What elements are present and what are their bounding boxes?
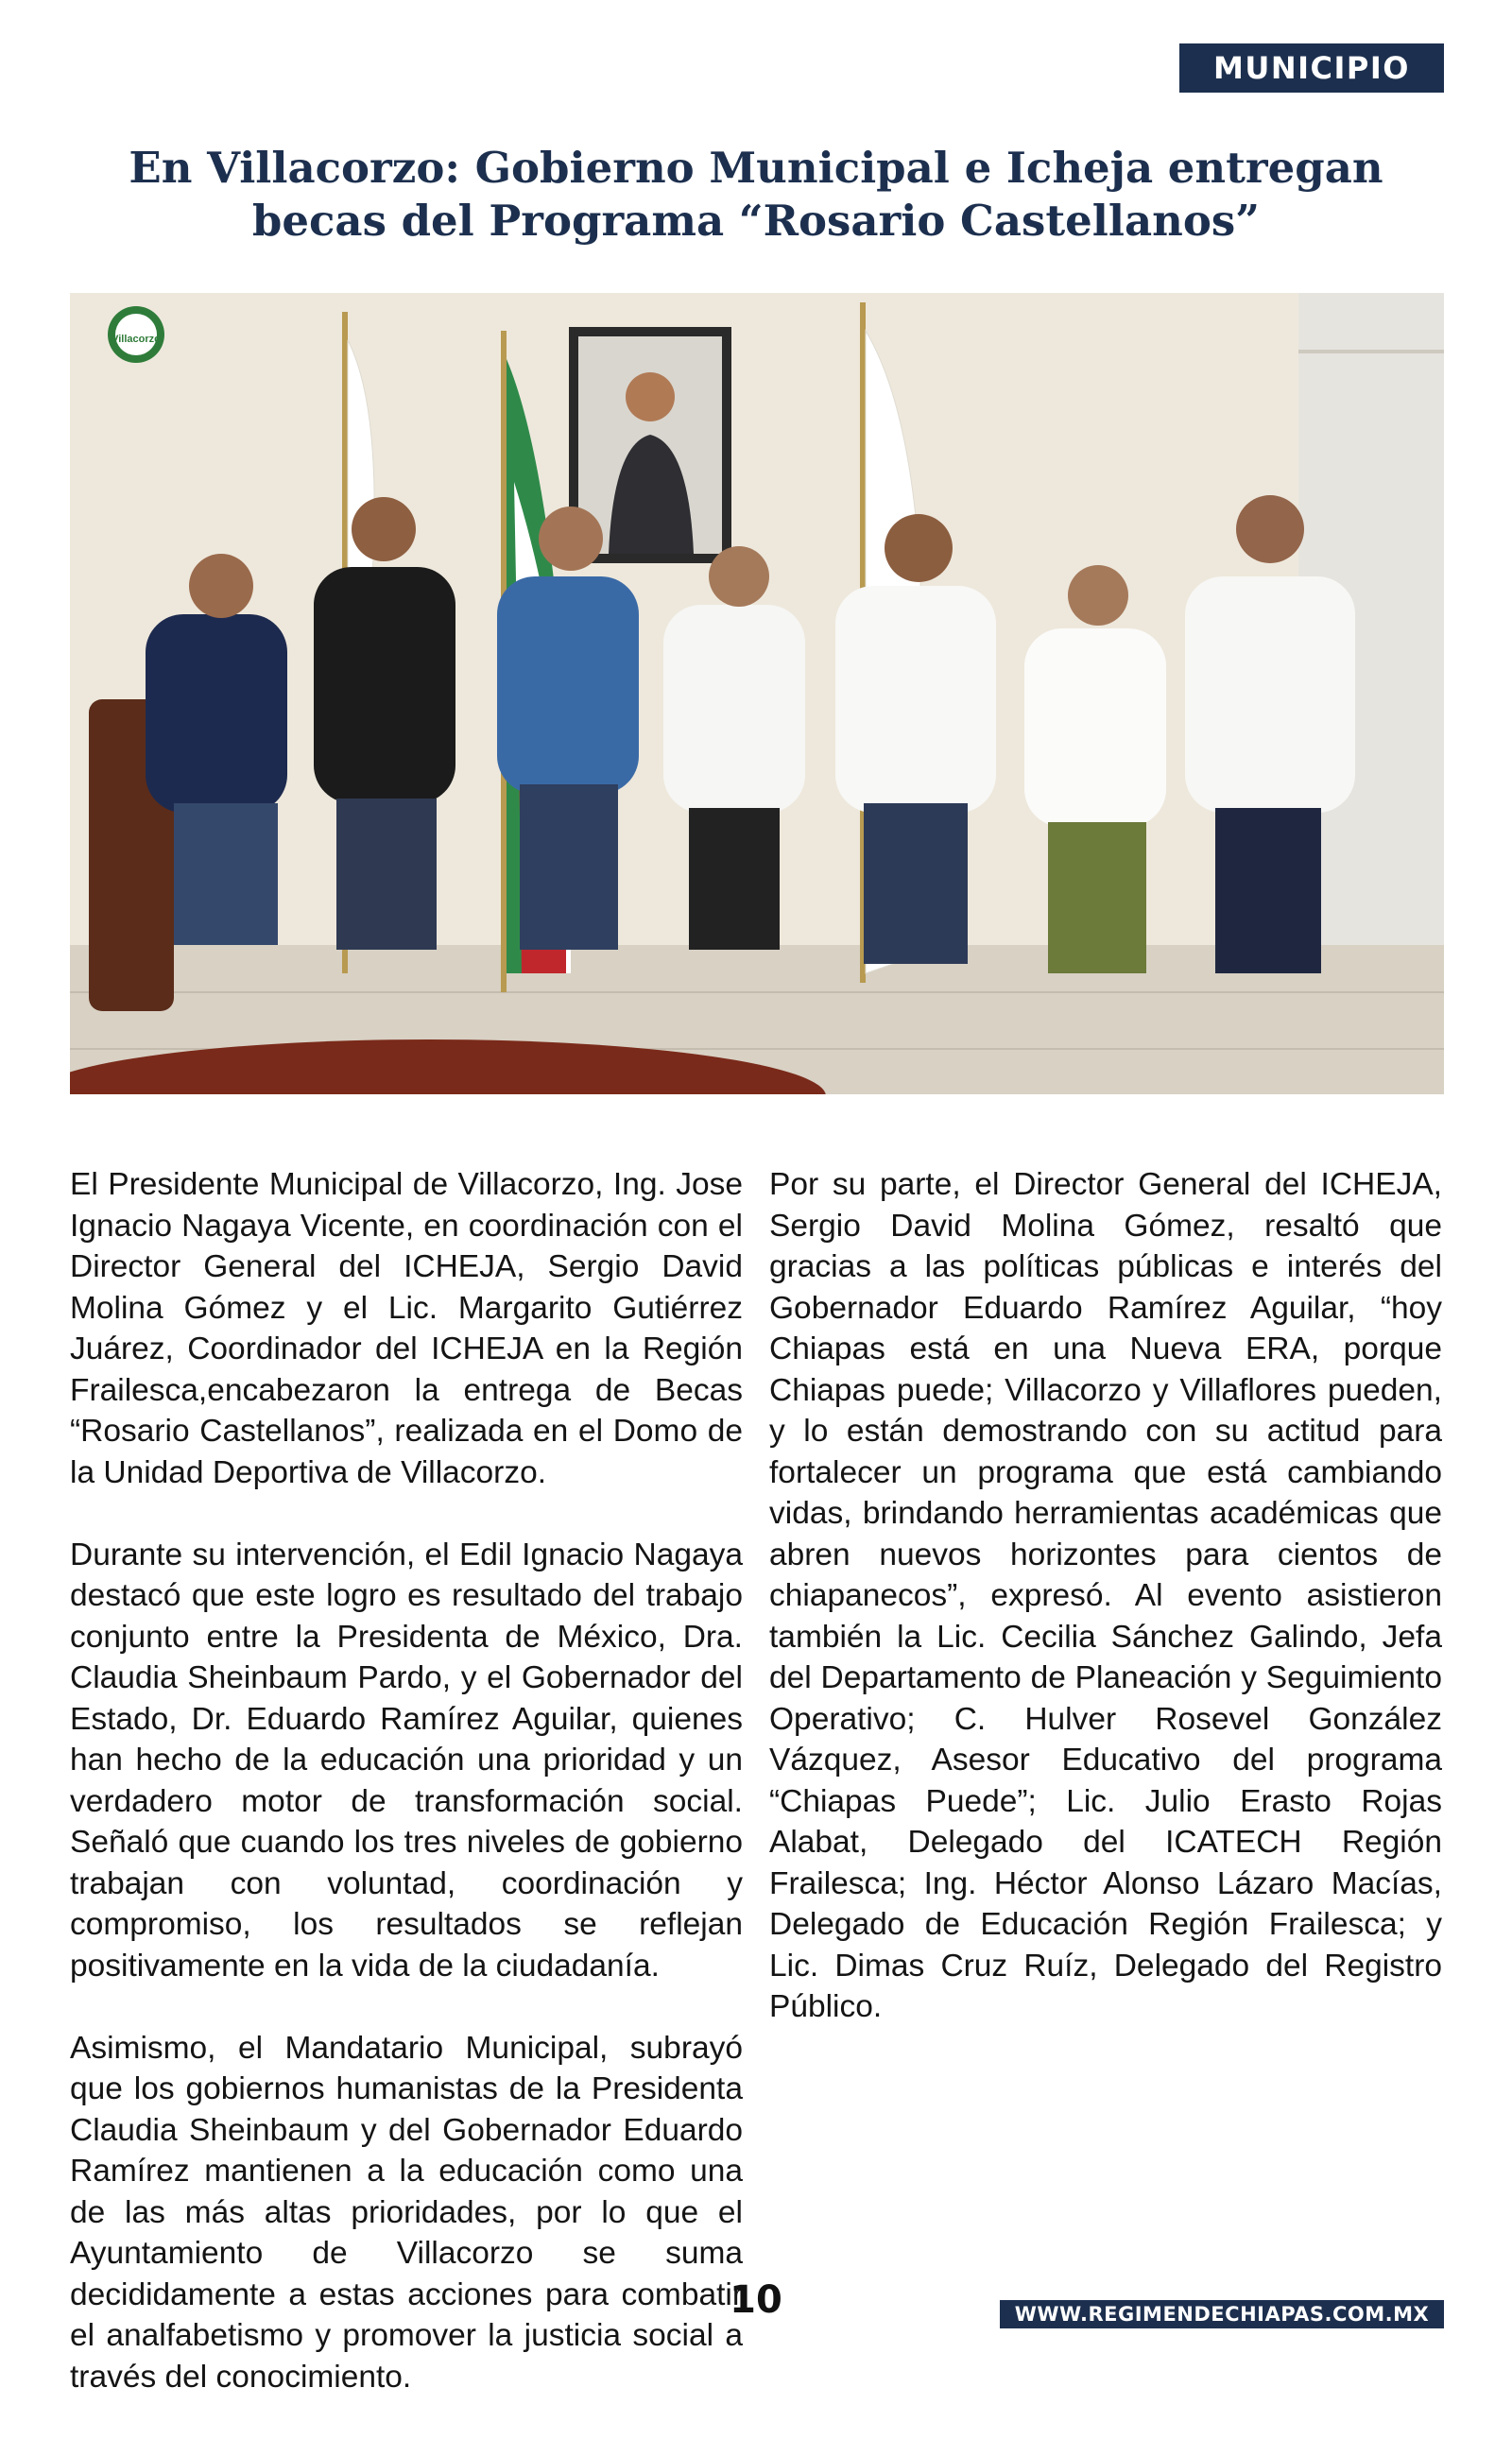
article-headline: En Villacorzo: Gobierno Municipal e Icheja entregan becas del Programa “Rosario Castellanos”	[129, 143, 1383, 246]
article-paragraph-3: Asimismo, el Mandatario Municipal, subrayó que los gobiernos humanistas de la Presidenta Claudia Sheinbaum y del Gobernador Eduardo Ramírez mantienen a la educación como una de las más altas prioridades, por lo que el Ayuntamiento de Villacorzo se suma decididamente a estas acciones para combatir el analfabetismo y promover la justicia social a través del conocimiento.	[70, 2030, 743, 2395]
article-column-left	[70, 1164, 743, 2439]
photo-logo-text: Villacorzo	[112, 334, 161, 345]
website-url[interactable]: WWW.REGIMENDECHIAPAS.COM.MX	[1000, 2300, 1444, 2328]
section-tag: MUNICIPIO	[1179, 43, 1444, 93]
article-paragraph-2: Durante su intervención, el Edil Ignacio Nagaya destacó que este logro es resultado del trabajo conjunto entre la Presidenta de México, Dra. Claudia Sheinbaum Pardo, y el Gobernador del Estado, Dr. Eduardo Ramírez Aguilar, quienes han hecho de la educación una prioridad y un verdadero motor de transformación social. Señaló que cuando los tres niveles de gobierno trabajan con voluntad, coordinación y compromiso, los resultados se reflejan positivamente en la vida de la ciudadanía.	[70, 1537, 743, 1984]
article-paragraph-1: El Presidente Municipal de Villacorzo, Ing. Jose Ignacio Nagaya Vicente, en coordinación con el Director General del ICHEJA, Sergio David Molina Gómez y el Lic. Margarito Gutiérrez Juárez, Coordinador del ICHEJA en la Región Frailesca,encabezaron la entrega de Becas “Rosario Castellanos”, realizada en el Domo de la Unidad Deportiva de Villacorzo.	[70, 1167, 743, 1490]
article-paragraph-4: Por su parte, el Director General del ICHEJA, Sergio David Molina Gómez, resaltó que gracias a las políticas públicas e interés del Gobernador Eduardo Ramírez Aguilar, “hoy Chiapas está en una Nueva ERA, porque Chiapas puede; Villacorzo y Villaflores pueden, y lo están demostrando con su actitud para fortalecer un programa que está cambiando vidas, brindando herramientas académicas que abren nuevos horizontes para cientos de chiapanecos”, expresó. Al evento asistieron también la Lic. Cecilia Sánchez Galindo, Jefa del Departamento de Planeación y Seguimiento Operativo; C. Hulver Rosevel González Vázquez, Asesor Educativo del programa “Chiapas Puede”; Lic. Julio Erasto Rojas Alabat, Delegado del ICATECH Región Frailesca; Ing. Héctor Alonso Lázaro Macías, Delegado de Educación Región Frailesca; y Lic. Dimas Cruz Ruíz, Delegado del Registro Público.	[769, 1167, 1442, 2024]
article-column-right	[769, 1164, 1442, 2069]
page-number: 10	[730, 2278, 782, 2322]
article-photo	[70, 293, 1444, 1094]
